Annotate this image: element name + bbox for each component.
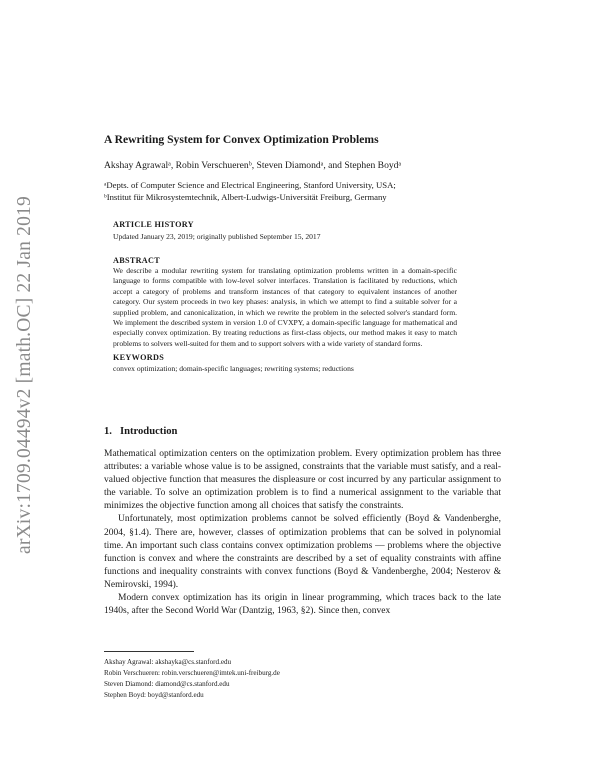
affiliation-b: ᵇInstitut für Mikrosystemtechnik, Albert-Ludwigs-Universität Freiburg, Germany [104,192,387,202]
abstract-heading: ABSTRACT [113,256,160,265]
footnotes [104,657,280,701]
keywords-heading: KEYWORDS [113,353,165,362]
section-number: 1. [104,426,112,437]
article-history-text: Updated January 23, 2019; originally published September 15, 2017 [113,232,321,241]
arxiv-stamp-text: arXiv:1709.04494v2 [math.OC] 22 Jan 2019 [14,196,35,554]
footnote-email: Robin Verschueren: robin.verschueren@imtek.uni-freiburg.de [104,668,280,677]
body-paragraph: Mathematical optimization centers on the optimization problem. Every optimization problem has three attributes: a variable whose value is to be assigned, constraints that the variable must satisfy, and a real-valued objective function that measures the displeasure or cost incurred by any particular assignment to the variable. To solve an optimization problem is to find a numerical assignment to the variable that minimizes the objective function among all choices that satisfy the constraints. [104,449,501,512]
footnote-rule [104,651,194,652]
arxiv-identifier-stamp [8,195,42,555]
affiliation-a: ᵃDepts. of Computer Science and Electrical Engineering, Stanford University, USA; [104,180,396,190]
article-history-heading: ARTICLE HISTORY [113,220,194,229]
author-list: Akshay Agrawalᵃ, Robin Verschuerenᵇ, Steven Diamondᵃ, and Stephen Boydᵃ [104,160,402,171]
body-paragraph: Unfortunately, most optimization problems cannot be solved efficiently (Boyd & Vandenberghe, 2004, §1.4). There are, however, classes of optimization problems that can be solved in polynomial time. An important such class contains convex optimization problems — problems where the objective function is convex and where the constraints are described by a set of equality constraints with affine functions and inequality constraints with convex functions (Boyd & Vandenberghe, 2004; Nesterov & Nemirovski, 1994). [104,514,501,590]
footnote-email: Akshay Agrawal: akshayka@cs.stanford.edu [104,658,232,666]
footnote-email: Stephen Boyd: boyd@stanford.edu [104,690,204,699]
footnote-email: Steven Diamond: diamond@cs.stanford.edu [104,679,230,688]
introduction-body [104,448,501,618]
paper-title: A Rewriting System for Convex Optimization Problems [104,133,379,146]
abstract-text: We describe a modular rewriting system for translating optimization problems written in a domain-specific language to forms compatible with low-level solver interfaces. Translation is facilitated by reductions, which accept a category of problems and transform instances of that category to equivalent instances of another category. Our system proceeds in two key phases: analysis, in which we attempt to find a suitable solver for a supplied problem, and canonicalization, in which we rewrite the problem in the selected solver's standard form. We implement the described system in version 1.0 of CVXPY, a domain-specific language for mathematical and especially convex optimization. By treating reductions as first-class objects, our method makes it easy to match problems to solvers well-suited for them and to support solvers with a wide variety of standard forms. [113,266,457,348]
section-heading-introduction [104,426,177,437]
section-title: Introduction [119,426,178,437]
keywords-text: convex optimization; domain-specific languages; rewriting systems; reductions [113,364,354,373]
body-paragraph: Modern convex optimization has its origin in linear programming, which traces back to the late 1940s, after the Second World War (Dantzig, 1963, §2). Since then, convex [104,593,501,617]
